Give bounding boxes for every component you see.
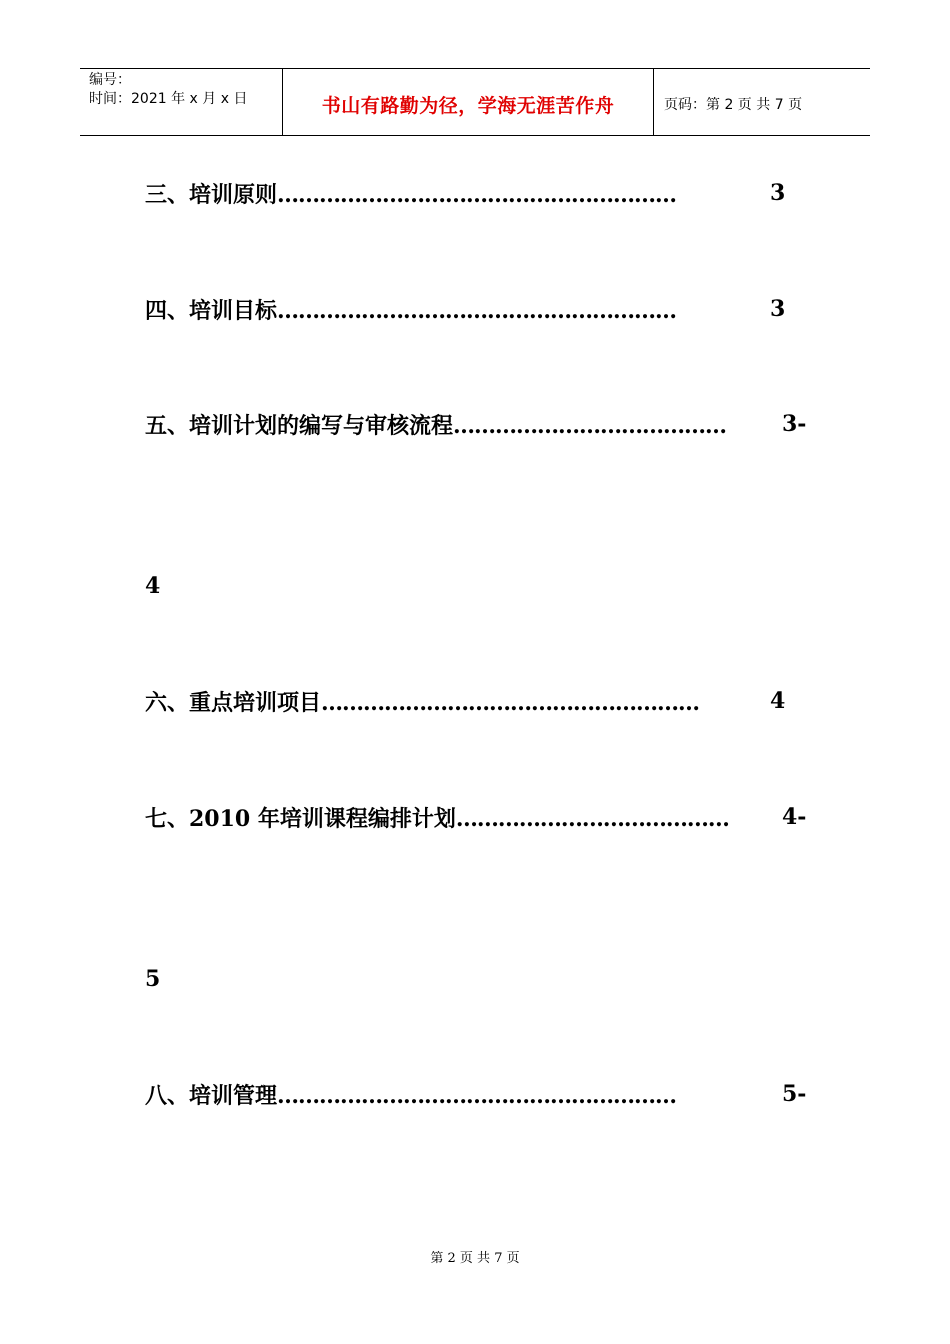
toc-entry-title: 五、培训计划的编写与审核流程 xyxy=(145,413,454,439)
document-date-label: 时间：2021 年 x 月 x 日 xyxy=(89,91,248,107)
page-info-text: 页码：第 2 页 共 7 页 xyxy=(664,97,803,113)
toc-leader-dots: ………………………………… xyxy=(453,413,727,439)
toc-entry-page: 5- xyxy=(782,1081,807,1107)
toc-entry-page-continued: 5 xyxy=(145,966,161,992)
toc-entry-title: 七、2010 年培训课程编排计划 xyxy=(145,806,456,832)
toc-entry xyxy=(145,178,676,209)
toc-entry-page: 4- xyxy=(782,804,807,830)
toc-leader-dots: ………………………………………………… xyxy=(277,182,677,208)
toc-leader-dots: ………………………………………………… xyxy=(277,298,677,324)
toc-entry xyxy=(145,686,699,717)
header-motto xyxy=(282,69,654,135)
header-page-info xyxy=(654,69,870,135)
page-header xyxy=(80,68,870,136)
header-meta xyxy=(80,69,282,135)
toc-entry-title: 三、培训原则 xyxy=(145,182,278,208)
toc-entry-page: 3 xyxy=(770,296,786,322)
page-footer xyxy=(0,1247,950,1266)
toc-entry-page: 4 xyxy=(770,688,786,714)
toc-entry-page: 3 xyxy=(770,180,786,206)
toc-entry xyxy=(145,409,726,440)
toc-entry-title: 六、重点培训项目 xyxy=(145,690,322,716)
toc-entry-title: 八、培训管理 xyxy=(145,1083,278,1109)
toc-entry xyxy=(145,1079,676,1110)
footer-page-number: 第 2 页 共 7 页 xyxy=(430,1251,520,1266)
document-number-label: 编号： xyxy=(89,72,131,88)
toc-entry xyxy=(145,802,729,833)
motto-text: 书山有路勤为径，学海无涯苦作舟 xyxy=(321,94,615,117)
toc-leader-dots: ………………………………… xyxy=(455,806,729,832)
toc-leader-dots: ………………………………………………… xyxy=(277,1083,677,1109)
toc-entry-title: 四、培训目标 xyxy=(145,298,278,324)
toc-entry-page-continued: 4 xyxy=(145,573,161,599)
toc-entry xyxy=(145,294,676,325)
toc-leader-dots: ……………………………………………… xyxy=(321,690,700,716)
toc-entry-page: 3- xyxy=(782,411,807,437)
